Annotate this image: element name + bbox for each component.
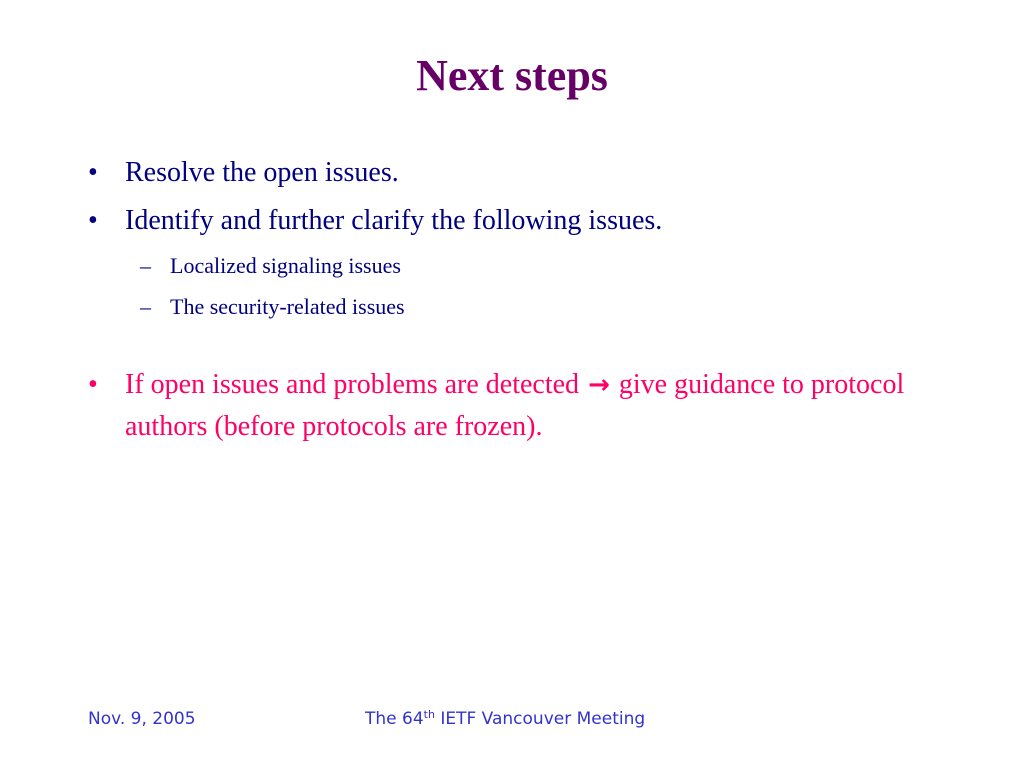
highlight-text-before-arrow: If open issues and problems are detected <box>125 369 580 400</box>
footer-meeting-suffix: IETF Vancouver Meeting <box>434 709 646 729</box>
footer-meeting <box>365 706 645 732</box>
slide-title: Next steps <box>416 51 608 100</box>
footer-meeting-superscript: th <box>423 708 435 721</box>
bullet-text: Resolve the open issues. <box>125 157 399 188</box>
footer-meeting-prefix: The 64 <box>365 709 424 729</box>
sub-bullet-text: The security-related issues <box>170 294 405 319</box>
right-arrow-icon: → <box>588 370 610 400</box>
sub-bullet-marker: – <box>140 253 151 278</box>
highlight-bullet-text <box>125 364 945 448</box>
highlight-text-after-arrow: give guidance to protocol authors (before protocols are frozen). <box>125 369 905 442</box>
footer-date: Nov. 9, 2005 <box>88 709 196 729</box>
bullet-text: Identify and further clarify the following issues. <box>125 205 663 236</box>
sub-bullet-text: Localized signaling issues <box>170 253 401 278</box>
bullet-marker: • <box>88 157 98 188</box>
bullet-marker: • <box>88 205 98 236</box>
bullet-marker: • <box>88 369 98 400</box>
sub-bullet-marker: – <box>140 294 151 319</box>
